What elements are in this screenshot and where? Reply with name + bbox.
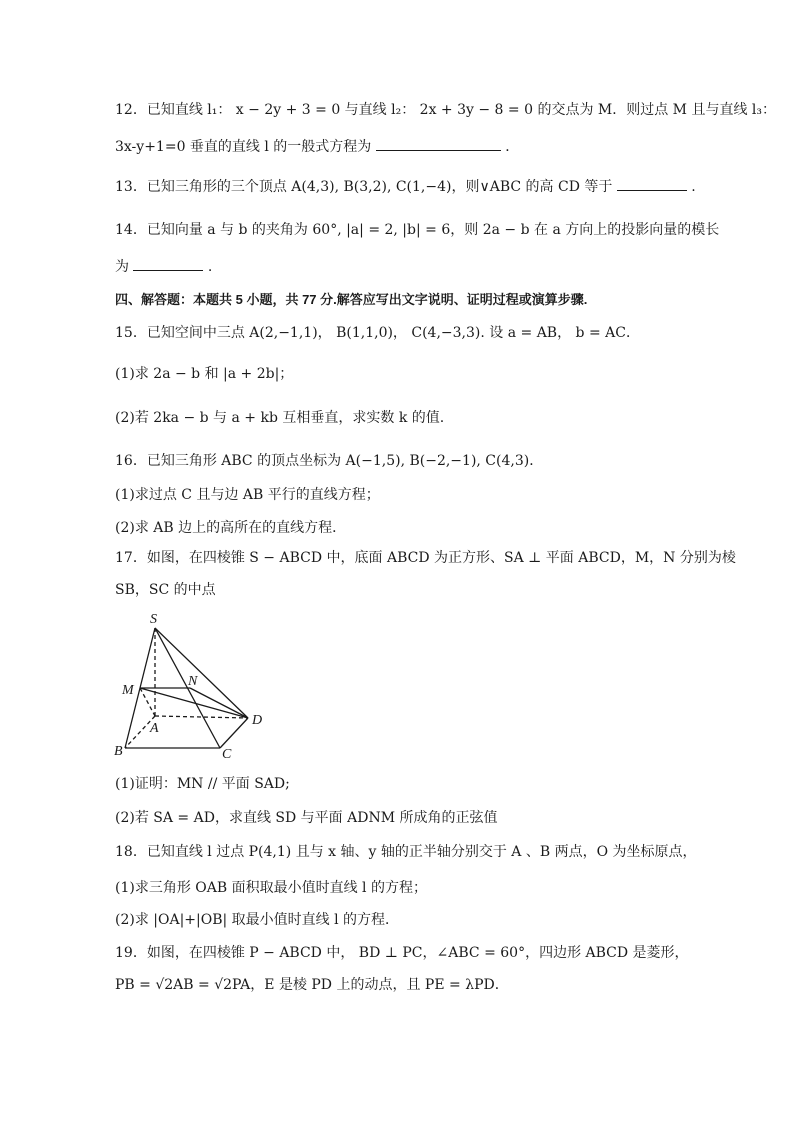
- q14-line1: 14．已知向量 a 与 b 的夹角为 60°, |a| = 2, |b| = 6，则 2a − b 在 a 方向上的投影向量的模长: [115, 222, 720, 238]
- q13-text: 13．已知三角形的三个顶点 A(4,3), B(3,2), C(1,−4)，则∨ABC 的高 CD 等于: [115, 179, 613, 195]
- q12-answer-blank[interactable]: [376, 136, 501, 151]
- label-b: B: [114, 744, 123, 758]
- q14-line2: [115, 256, 212, 277]
- edge-c-d: [220, 718, 248, 748]
- q15-part2: (2)若 2ka − b 与 a + kb 互相垂直，求实数 k 的值.: [115, 410, 445, 426]
- q14-end: .: [207, 259, 213, 275]
- q12-end: ．: [505, 139, 520, 155]
- q19-stem-line2: PB = √2AB = √2PA，E 是棱 PD 上的动点，且 PE = λPD．: [115, 977, 509, 993]
- q13-answer-blank[interactable]: [617, 176, 687, 191]
- label-s: S: [150, 612, 157, 627]
- q17-part2: (2)若 SA = AD，求直线 SD 与平面 ADNM 所成角的正弦值: [115, 810, 498, 826]
- label-n: N: [188, 674, 198, 689]
- q19-stem-line1: 19．如图，在四棱锥 P − ABCD 中， BD ⊥ PC，∠ABC = 60°，四边形 ABCD 是菱形，: [115, 945, 689, 961]
- q14-answer-blank[interactable]: [133, 256, 203, 271]
- q14-line2-text: 为: [115, 259, 129, 275]
- label-c: C: [222, 747, 232, 758]
- q17-part1: (1)证明：MN // 平面 SAD;: [115, 776, 290, 792]
- q17-stem-line2: SB，SC 的中点: [115, 582, 216, 598]
- q16-part2: (2)求 AB 边上的高所在的直线方程．: [115, 520, 347, 536]
- q15-part1: (1)求 2a − b 和 |a + 2b|；: [115, 366, 294, 382]
- q15-stem: 15．已知空间中三点 A(2,−1,1)， B(1,1,0)， C(4,−3,3). 设 a = AB， b = AC．: [115, 325, 640, 341]
- q12-line1: 12．已知直线 l₁： x − 2y + 3 = 0 与直线 l₂： 2x + 3y − 8 = 0 的交点为 M．则过点 M 且与直线 l₃：: [115, 102, 776, 118]
- q18-part2: (2)求 |OA|+|OB| 取最小值时直线 l 的方程．: [115, 912, 400, 928]
- segment-n-d: [190, 688, 248, 718]
- q12-line2-text: 3x-y+1=0 垂直的直线 l 的一般式方程为: [115, 139, 372, 155]
- label-m: M: [122, 683, 134, 698]
- pyramid-figure: [110, 608, 280, 758]
- edge-s-m: [140, 628, 155, 688]
- q12-line2: [115, 136, 519, 157]
- q18-part1: (1)求三角形 OAB 面积取最小值时直线 l 的方程；: [115, 880, 427, 896]
- q16-stem: 16．已知三角形 ABC 的顶点坐标为 A(−1,5), B(−2,−1), C(4,3)．: [115, 453, 544, 469]
- edge-a-d-hidden: [155, 716, 248, 718]
- label-a: A: [150, 721, 159, 736]
- q17-stem-line1: 17．如图，在四棱锥 S − ABCD 中，底面 ABCD 为正方形、SA ⊥ 平面 ABCD，M，N 分别为棱: [115, 550, 736, 566]
- q13-line: [115, 176, 696, 197]
- q13-end: .: [691, 179, 696, 195]
- label-d: D: [252, 713, 263, 728]
- q18-stem: 18．已知直线 l 过点 P(4,1) 且与 x 轴、y 轴的正半轴分别交于 A 、B 两点，O 为坐标原点，: [115, 844, 697, 860]
- section-4-heading: 四、解答题：本题共 5 小题，共 77 分.解答应写出文字说明、证明过程或演算步骤.: [115, 292, 588, 307]
- q16-part1: (1)求过点 C 且与边 AB 平行的直线方程；: [115, 487, 380, 503]
